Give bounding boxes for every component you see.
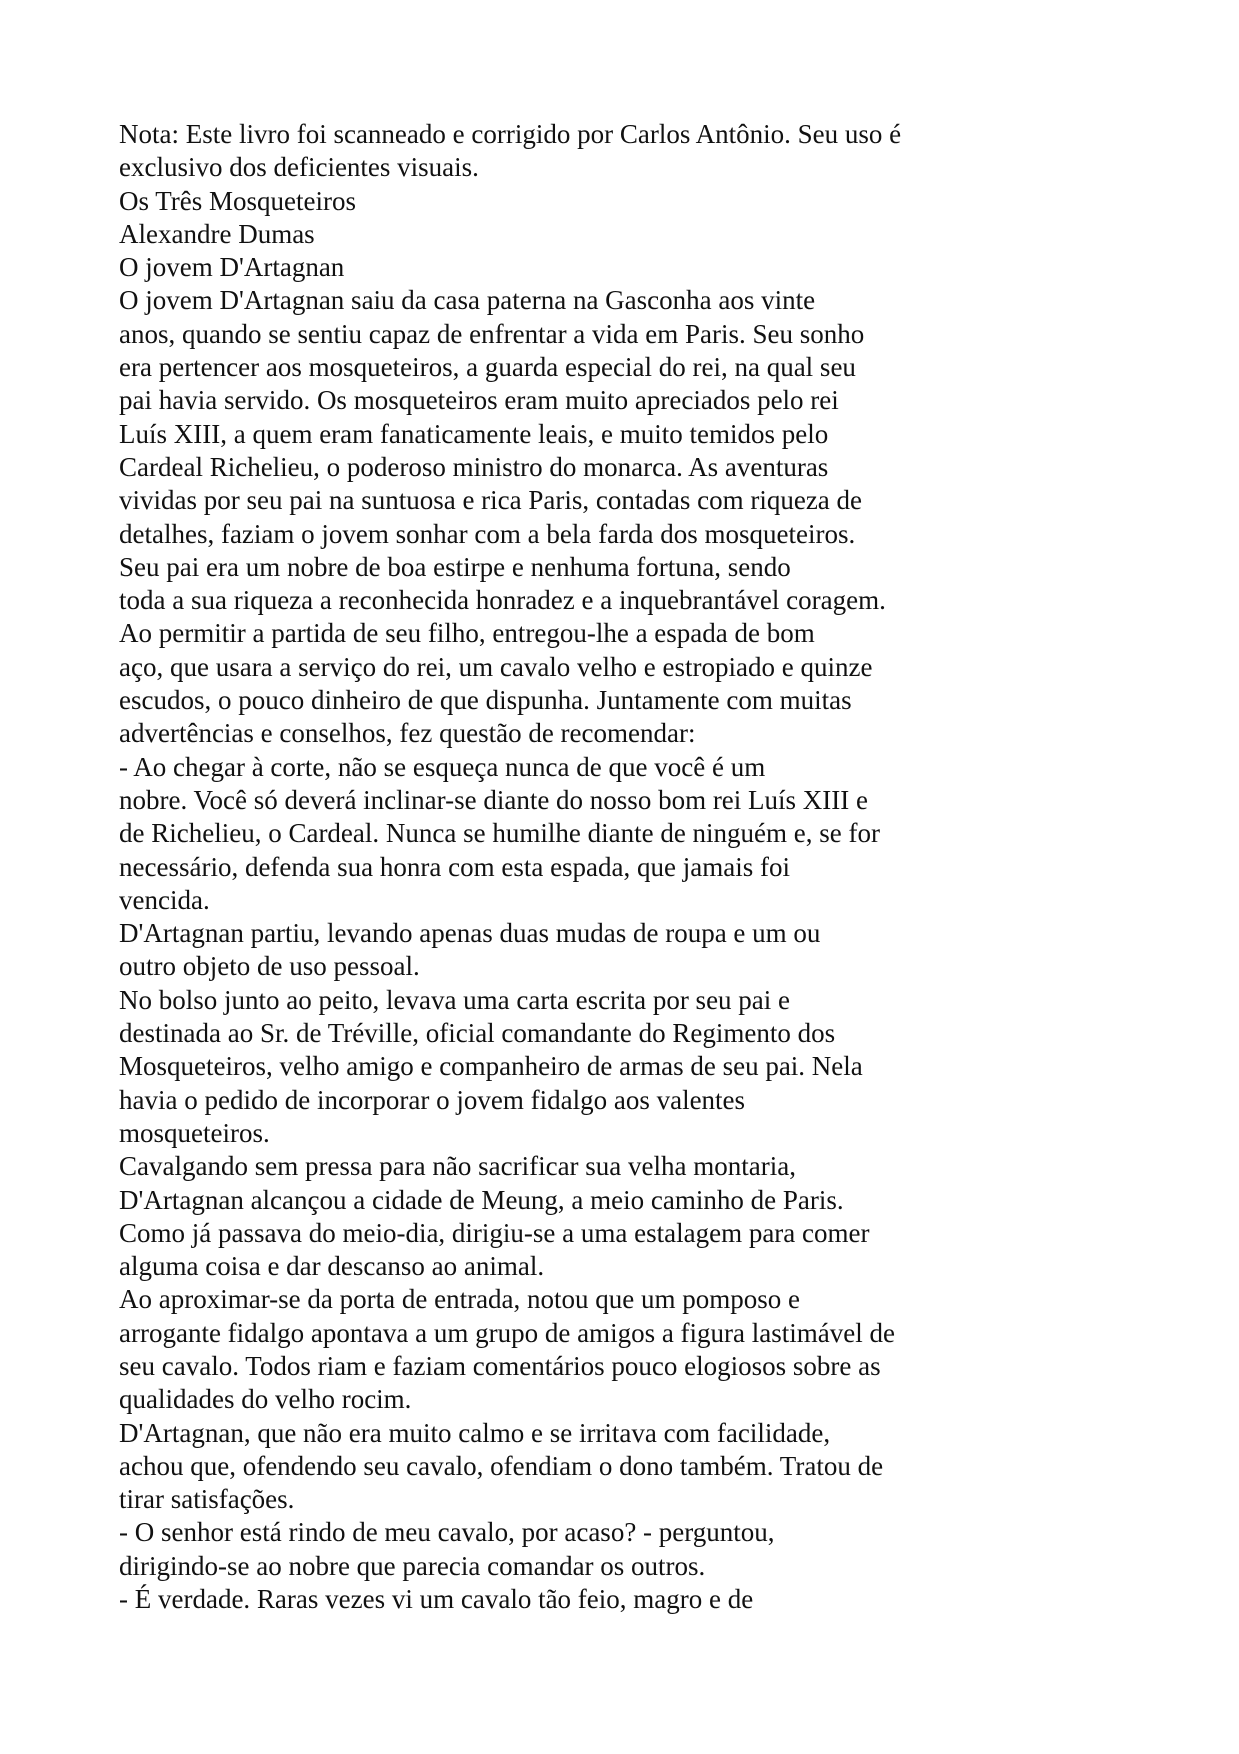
text-line: anos, quando se sentiu capaz de enfrentar a vida em Paris. Seu sonho bbox=[119, 318, 865, 349]
text-line: D'Artagnan partiu, levando apenas duas mudas de roupa e um ou bbox=[119, 918, 821, 949]
text-line: vividas por seu pai na suntuosa e rica Paris, contadas com riqueza de bbox=[119, 485, 863, 516]
chapter-title: O jovem D'Artagnan bbox=[119, 252, 345, 283]
text-line: de Richelieu, o Cardeal. Nunca se humilhe diante de ninguém e, se for bbox=[119, 818, 880, 849]
text-line: Seu pai era um nobre de boa estirpe e nenhuma fortuna, sendo bbox=[119, 551, 791, 582]
text-line: tirar satisfações. bbox=[119, 1484, 295, 1515]
text-line: - É verdade. Raras vezes vi um cavalo tão feio, magro e de bbox=[119, 1584, 754, 1615]
text-line: pai havia servido. Os mosqueteiros eram muito apreciados pelo rei bbox=[119, 385, 839, 416]
text-line: outro objeto de uso pessoal. bbox=[119, 951, 420, 982]
text-line: Ao permitir a partida de seu filho, entregou-lhe a espada de bom bbox=[119, 618, 815, 649]
text-line: seu cavalo. Todos riam e faziam comentários pouco elogiosos sobre as bbox=[119, 1350, 881, 1381]
text-line: arrogante fidalgo apontava a um grupo de amigos a figura lastimável de bbox=[119, 1317, 895, 1348]
text-line: escudos, o pouco dinheiro de que dispunha. Juntamente com muitas bbox=[119, 685, 852, 716]
text-line: detalhes, faziam o jovem sonhar com a bela farda dos mosqueteiros. bbox=[119, 518, 856, 549]
text-line: Mosqueteiros, velho amigo e companheiro de armas de seu pai. Nela bbox=[119, 1051, 863, 1082]
text-line: Como já passava do meio-dia, dirigiu-se a uma estalagem para comer bbox=[119, 1217, 870, 1248]
body-text bbox=[119, 118, 1119, 1616]
text-line: mosqueteiros. bbox=[119, 1117, 270, 1148]
text-line: necessário, defenda sua honra com esta espada, que jamais foi bbox=[119, 851, 790, 882]
text-line: exclusivo dos deficientes visuais. bbox=[119, 152, 479, 183]
text-line: Cavalgando sem pressa para não sacrificar sua velha montaria, bbox=[119, 1151, 796, 1182]
text-line: aço, que usara a serviço do rei, um cavalo velho e estropiado e quinze bbox=[119, 651, 873, 682]
text-line: destinada ao Sr. de Tréville, oficial comandante do Regimento dos bbox=[119, 1018, 836, 1049]
text-line: No bolso junto ao peito, levava uma carta escrita por seu pai e bbox=[119, 984, 791, 1015]
text-line: Ao aproximar-se da porta de entrada, notou que um pomposo e bbox=[119, 1284, 801, 1315]
text-line: nobre. Você só deverá inclinar-se diante do nosso bom rei Luís XIII e bbox=[119, 784, 868, 815]
text-line: era pertencer aos mosqueteiros, a guarda especial do rei, na qual seu bbox=[119, 352, 856, 383]
book-title: Os Três Mosqueteiros bbox=[119, 185, 357, 216]
text-line: Luís XIII, a quem eram fanaticamente leais, e muito temidos pelo bbox=[119, 418, 829, 449]
text-line: qualidades do velho rocim. bbox=[119, 1384, 412, 1415]
text-line: dirigindo-se ao nobre que parecia comandar os outros. bbox=[119, 1550, 706, 1581]
text-line: Cardeal Richelieu, o poderoso ministro do monarca. As aventuras bbox=[119, 451, 829, 482]
text-line: advertências e conselhos, fez questão de recomendar: bbox=[119, 718, 696, 749]
book-author: Alexandre Dumas bbox=[119, 218, 315, 249]
text-line: O jovem D'Artagnan saiu da casa paterna na Gasconha aos vinte bbox=[119, 285, 816, 316]
text-line: vencida. bbox=[119, 884, 210, 915]
text-line: alguma coisa e dar descanso ao animal. bbox=[119, 1251, 545, 1282]
text-line: D'Artagnan, que não era muito calmo e se irritava com facilidade, bbox=[119, 1417, 831, 1448]
text-line: - O senhor está rindo de meu cavalo, por acaso? - perguntou, bbox=[119, 1517, 775, 1548]
text-line: - Ao chegar à corte, não se esqueça nunca de que você é um bbox=[119, 751, 766, 782]
text-line: D'Artagnan alcançou a cidade de Meung, a meio caminho de Paris. bbox=[119, 1184, 844, 1215]
text-line: toda a sua riqueza a reconhecida honradez e a inquebrantável coragem. bbox=[119, 585, 886, 616]
text-line: achou que, ofendendo seu cavalo, ofendiam o dono também. Tratou de bbox=[119, 1450, 884, 1481]
text-line: havia o pedido de incorporar o jovem fidalgo aos valentes bbox=[119, 1084, 746, 1115]
text-line: Nota: Este livro foi scanneado e corrigido por Carlos Antônio. Seu uso é bbox=[119, 119, 902, 149]
